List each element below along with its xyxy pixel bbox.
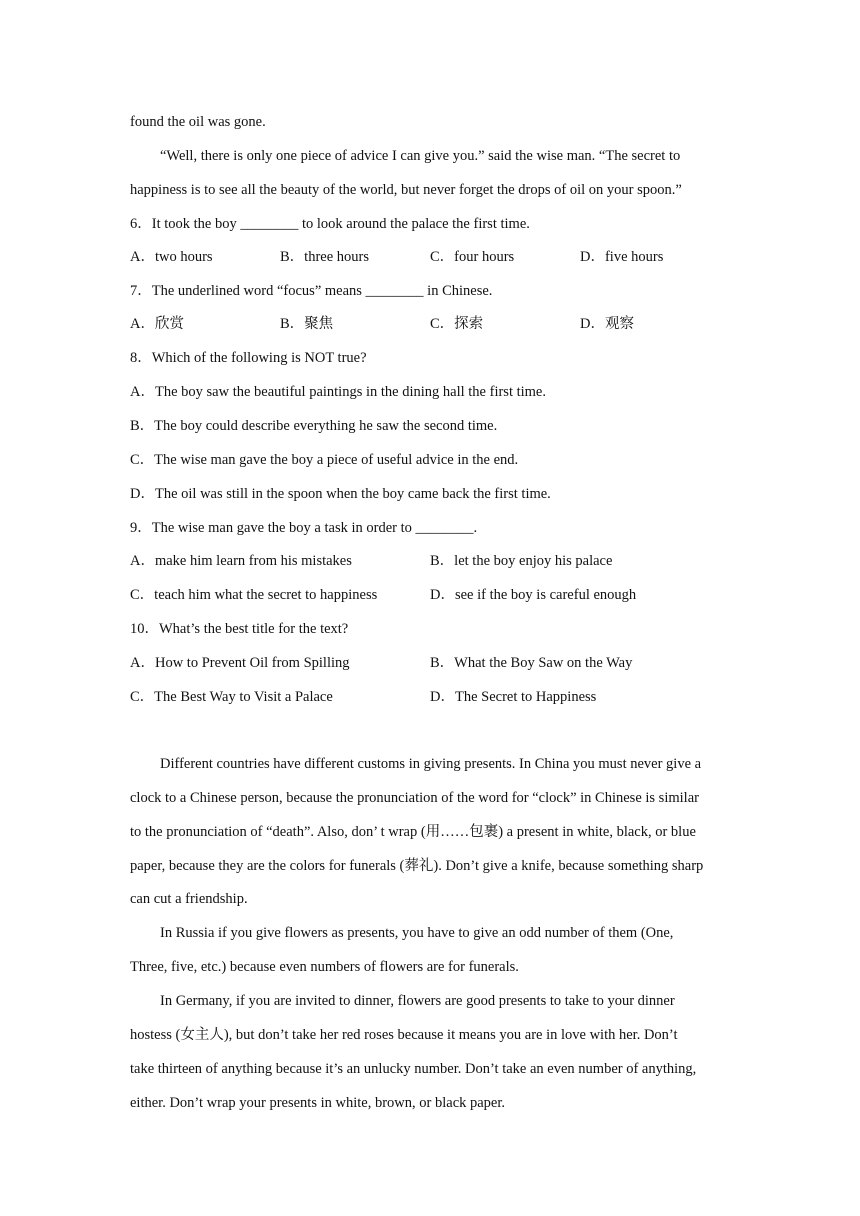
question-9-option-c[interactable]: C．teach him what the secret to happiness [130, 587, 378, 603]
question-9-stem: 9．The wise man gave the boy a task in order to ________. [130, 520, 478, 536]
passage2-line: clock to a Chinese person, because the pronunciation of the word for “clock” in Chinese is similar [130, 790, 699, 806]
passage2-line: In Germany, if you are invited to dinner, flowers are good presents to take to your dinner [160, 993, 675, 1009]
question-10-stem: 10．What’s the best title for the text? [130, 621, 349, 637]
question-7-option-a[interactable]: A．欣赏 [130, 316, 184, 332]
passage-line: found the oil was gone. [130, 114, 266, 130]
question-6-option-d[interactable]: D．five hours [580, 249, 664, 265]
question-6-option-b[interactable]: B．three hours [280, 249, 369, 265]
question-9-option-a[interactable]: A．make him learn from his mistakes [130, 553, 352, 569]
passage2-line: Three, five, etc.) because even numbers of flowers are for funerals. [130, 959, 519, 975]
question-10-option-a[interactable]: A．How to Prevent Oil from Spilling [130, 655, 350, 671]
passage-line: “Well, there is only one piece of advice I can give you.” said the wise man. “The secret to [160, 148, 681, 164]
question-6-option-a[interactable]: A．two hours [130, 249, 213, 265]
question-9-option-d[interactable]: D．see if the boy is careful enough [430, 587, 637, 603]
question-10-option-b[interactable]: B．What the Boy Saw on the Way [430, 655, 633, 671]
question-7-option-d[interactable]: D．观察 [580, 316, 634, 332]
question-6-option-c[interactable]: C．four hours [430, 249, 515, 265]
question-7-option-b[interactable]: B．聚焦 [280, 316, 334, 332]
question-7-option-c[interactable]: C．探索 [430, 316, 484, 332]
question-8-option-c[interactable]: C．The wise man gave the boy a piece of useful advice in the end. [130, 452, 519, 468]
passage2-line: can cut a friendship. [130, 891, 248, 907]
question-8-option-d[interactable]: D．The oil was still in the spoon when the boy came back the first time. [130, 486, 551, 502]
passage2-line: take thirteen of anything because it’s an unlucky number. Don’t take an even number of anything, [130, 1061, 697, 1077]
question-8-option-a[interactable]: A．The boy saw the beautiful paintings in the dining hall the first time. [130, 384, 546, 400]
passage2-line: paper, because they are the colors for funerals (葬礼). Don’t give a knife, because something sharp [130, 858, 704, 874]
question-9-option-b[interactable]: B．let the boy enjoy his palace [430, 553, 613, 569]
question-8-option-b[interactable]: B．The boy could describe everything he saw the second time. [130, 418, 498, 434]
question-7-stem: 7．The underlined word “focus” means ________ in Chinese. [130, 283, 493, 299]
passage-line: happiness is to see all the beauty of the world, but never forget the drops of oil on your spoon.” [130, 182, 682, 198]
question-10-option-c[interactable]: C．The Best Way to Visit a Palace [130, 689, 333, 705]
passage2-line: hostess (女主人), but don’t take her red roses because it means you are in love with her. Don’t [130, 1027, 678, 1043]
question-10-option-d[interactable]: D．The Secret to Happiness [430, 689, 597, 705]
question-8-stem: 8．Which of the following is NOT true? [130, 350, 367, 366]
passage2-line: In Russia if you give flowers as presents, you have to give an odd number of them (One, [160, 925, 674, 941]
passage2-line: Different countries have different customs in giving presents. In China you must never give a [160, 756, 702, 772]
passage2-line: to the pronunciation of “death”. Also, don’ t wrap (用……包裹) a present in white, black, or blue [130, 824, 696, 840]
question-6-stem: 6．It took the boy ________ to look around the palace the first time. [130, 216, 530, 232]
passage2-line: either. Don’t wrap your presents in white, brown, or black paper. [130, 1095, 506, 1111]
